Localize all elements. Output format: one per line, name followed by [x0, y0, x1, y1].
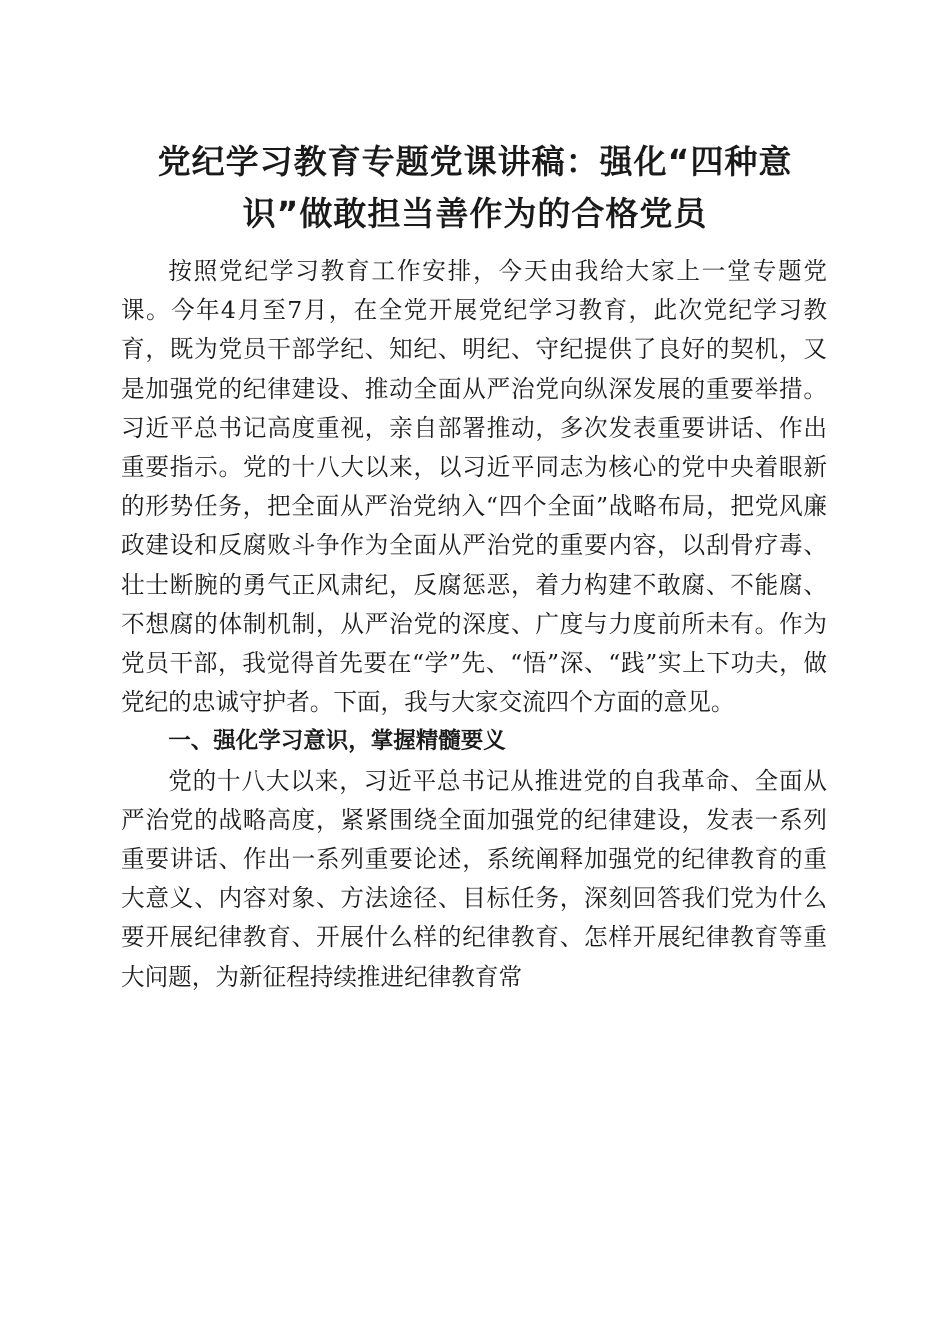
document-title: [110, 136, 840, 240]
paragraph-section-1: 党的十八大以来，习近平总书记从推进党的自我革命、全面从严治党的战略高度，紧紧围绕全面加强党的纪律建设，发表一系列重要讲话、作出一系列重要论述，系统阐释加强党的纪律教育的重大意义、内容对象、方法途径、目标任务，深刻回答我们党为什么要开展纪律教育、开展什么样的纪律教育、怎样开展纪律教育等重大问题，为新征程持续推进纪律教育常: [121, 766, 827, 991]
section-heading-1: 一、强化学习意识，掌握精髓要义: [168, 728, 506, 755]
title-line-1: 党纪学习教育专题党课讲稿：强化“四种意: [157, 142, 793, 181]
paragraph-intro: 按照党纪学习教育工作安排，今天由我给大家上一堂专题党课。今年4月至7月，在全党开展党纪学习教育，此次党纪学习教育，既为党员干部学纪、知纪、明纪、守纪提供了良好的契机，又是加强党的纪律建设、推动全面从严治党向纵深发展的重要举措。习近平总书记高度重视，亲自部署推动，多次发表重要讲话、作出重要指示。党的十八大以来，以习近平同志为核心的党中央着眼新的形势任务，把全面从严治党纳入“四个全面”战略布局，把党风廉政建设和反腐败斗争作为全面从严治党的重要内容，以刮骨疗毒、壮士断腕的勇气正风肃纪，反腐惩恶，着力构建不敢腐、不能腐、不想腐的体制机制，从严治党的深度、广度与力度前所未有。作为党员干部，我觉得首先要在“学”先、“悟”深、“践”实上下功夫，做党纪的忠诚守护者。下面，我与大家交流四个方面的意见。: [121, 257, 827, 717]
document-body: [121, 252, 827, 997]
title-line-2: 识”做敢担当善作为的合格党员: [242, 194, 708, 233]
